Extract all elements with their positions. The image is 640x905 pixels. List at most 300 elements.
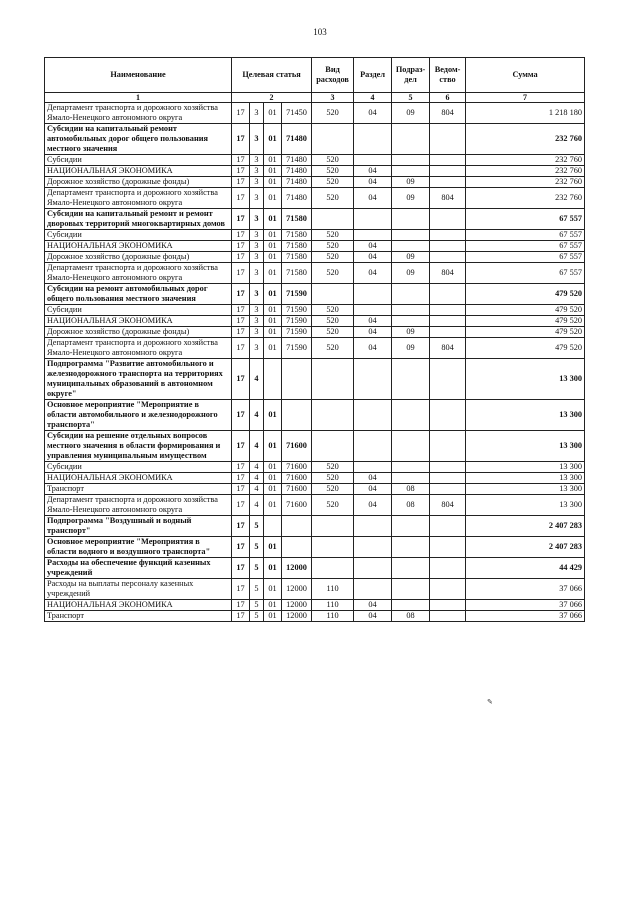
row-name-cell: НАЦИОНАЛЬНАЯ ЭКОНОМИКА bbox=[45, 241, 232, 252]
target-code-event bbox=[264, 359, 282, 400]
page-number: 103 bbox=[313, 27, 327, 37]
target-code-program: 17 bbox=[232, 495, 250, 516]
target-code-program: 17 bbox=[232, 241, 250, 252]
target-code-event: 01 bbox=[264, 327, 282, 338]
target-code-direction: 71600 bbox=[282, 495, 312, 516]
table-row bbox=[45, 431, 585, 462]
target-code-event: 01 bbox=[264, 462, 282, 473]
row-name-cell: НАЦИОНАЛЬНАЯ ЭКОНОМИКА bbox=[45, 166, 232, 177]
target-code-subprogram: 5 bbox=[250, 579, 264, 600]
amount-cell: 479 520 bbox=[466, 338, 585, 359]
amount-cell: 37 066 bbox=[466, 600, 585, 611]
target-code-program: 17 bbox=[232, 327, 250, 338]
target-code-event bbox=[264, 516, 282, 537]
target-code-program: 17 bbox=[232, 316, 250, 327]
department-cell bbox=[430, 305, 466, 316]
department-cell bbox=[430, 516, 466, 537]
target-code-event: 01 bbox=[264, 188, 282, 209]
target-code-event: 01 bbox=[264, 155, 282, 166]
table-row bbox=[45, 473, 585, 484]
department-cell bbox=[430, 558, 466, 579]
row-name-cell: Транспорт bbox=[45, 611, 232, 622]
expense-type-cell bbox=[312, 558, 354, 579]
subsection-cell bbox=[392, 462, 430, 473]
header-name: Наименование bbox=[45, 58, 232, 93]
table-row bbox=[45, 462, 585, 473]
amount-cell: 479 520 bbox=[466, 305, 585, 316]
section-cell bbox=[354, 431, 392, 462]
target-code-program: 17 bbox=[232, 600, 250, 611]
amount-cell: 13 300 bbox=[466, 462, 585, 473]
row-name-cell: Расходы на выплаты персоналу казенных учреждений bbox=[45, 579, 232, 600]
amount-cell: 13 300 bbox=[466, 359, 585, 400]
target-code-subprogram: 3 bbox=[250, 241, 264, 252]
target-code-event: 01 bbox=[264, 305, 282, 316]
col-number: 4 bbox=[354, 93, 392, 103]
target-code-program: 17 bbox=[232, 473, 250, 484]
header-vedomstvo: Ведом-ство bbox=[430, 58, 466, 93]
target-code-program: 17 bbox=[232, 516, 250, 537]
department-cell bbox=[430, 284, 466, 305]
section-cell bbox=[354, 579, 392, 600]
expense-type-cell: 520 bbox=[312, 177, 354, 188]
amount-cell: 232 760 bbox=[466, 177, 585, 188]
department-cell bbox=[430, 155, 466, 166]
table-row bbox=[45, 252, 585, 263]
subsection-cell bbox=[392, 400, 430, 431]
table-row bbox=[45, 124, 585, 155]
target-code-direction: 71580 bbox=[282, 263, 312, 284]
amount-cell: 2 407 283 bbox=[466, 537, 585, 558]
department-cell bbox=[430, 462, 466, 473]
target-code-subprogram: 3 bbox=[250, 305, 264, 316]
expense-type-cell: 110 bbox=[312, 600, 354, 611]
target-code-direction: 12000 bbox=[282, 558, 312, 579]
target-code-subprogram: 5 bbox=[250, 516, 264, 537]
table-row bbox=[45, 166, 585, 177]
table-row bbox=[45, 284, 585, 305]
row-name-cell: Субсидии bbox=[45, 230, 232, 241]
target-code-event: 01 bbox=[264, 230, 282, 241]
target-code-event: 01 bbox=[264, 166, 282, 177]
budget-table bbox=[44, 57, 585, 622]
subsection-cell bbox=[392, 431, 430, 462]
subsection-cell: 09 bbox=[392, 252, 430, 263]
target-code-event: 01 bbox=[264, 431, 282, 462]
section-cell bbox=[354, 400, 392, 431]
table-row bbox=[45, 495, 585, 516]
department-cell bbox=[430, 252, 466, 263]
subsection-cell: 08 bbox=[392, 495, 430, 516]
subsection-cell bbox=[392, 230, 430, 241]
target-code-program: 17 bbox=[232, 177, 250, 188]
amount-cell: 13 300 bbox=[466, 484, 585, 495]
row-name-cell: НАЦИОНАЛЬНАЯ ЭКОНОМИКА bbox=[45, 600, 232, 611]
target-code-program: 17 bbox=[232, 124, 250, 155]
target-code-subprogram: 3 bbox=[250, 263, 264, 284]
row-name-cell: Подпрограмма "Воздушный и водный транспорт" bbox=[45, 516, 232, 537]
target-code-event: 01 bbox=[264, 400, 282, 431]
expense-type-cell: 520 bbox=[312, 316, 354, 327]
subsection-cell bbox=[392, 305, 430, 316]
section-cell: 04 bbox=[354, 495, 392, 516]
expense-type-cell: 520 bbox=[312, 305, 354, 316]
target-code-direction: 71590 bbox=[282, 284, 312, 305]
department-cell bbox=[430, 241, 466, 252]
target-code-subprogram: 5 bbox=[250, 611, 264, 622]
target-code-event: 01 bbox=[264, 316, 282, 327]
section-cell bbox=[354, 516, 392, 537]
target-code-program: 17 bbox=[232, 188, 250, 209]
amount-cell: 1 218 180 bbox=[466, 103, 585, 124]
target-code-program: 17 bbox=[232, 284, 250, 305]
amount-cell: 37 066 bbox=[466, 611, 585, 622]
target-code-direction: 71580 bbox=[282, 230, 312, 241]
department-cell bbox=[430, 473, 466, 484]
expense-type-cell bbox=[312, 359, 354, 400]
target-code-program: 17 bbox=[232, 484, 250, 495]
target-code-event: 01 bbox=[264, 103, 282, 124]
table-row bbox=[45, 537, 585, 558]
section-cell: 04 bbox=[354, 263, 392, 284]
expense-type-cell: 520 bbox=[312, 338, 354, 359]
row-name-cell: Дорожное хозяйство (дорожные фонды) bbox=[45, 252, 232, 263]
amount-cell: 13 300 bbox=[466, 400, 585, 431]
target-code-direction: 71600 bbox=[282, 462, 312, 473]
row-name-cell: Субсидии на ремонт автомобильных дорог общего пользования местного значения bbox=[45, 284, 232, 305]
target-code-event: 01 bbox=[264, 263, 282, 284]
target-code-event: 01 bbox=[264, 600, 282, 611]
target-code-direction: 71480 bbox=[282, 188, 312, 209]
subsection-cell bbox=[392, 155, 430, 166]
expense-type-cell bbox=[312, 284, 354, 305]
expense-type-cell: 520 bbox=[312, 241, 354, 252]
expense-type-cell: 110 bbox=[312, 579, 354, 600]
target-code-program: 17 bbox=[232, 359, 250, 400]
col-number: 1 bbox=[45, 93, 232, 103]
table-row bbox=[45, 305, 585, 316]
subsection-cell bbox=[392, 537, 430, 558]
target-code-subprogram: 3 bbox=[250, 155, 264, 166]
target-code-direction: 71480 bbox=[282, 124, 312, 155]
target-code-direction: 71450 bbox=[282, 103, 312, 124]
expense-type-cell: 520 bbox=[312, 462, 354, 473]
department-cell: 804 bbox=[430, 103, 466, 124]
target-code-direction: 71600 bbox=[282, 484, 312, 495]
table-row bbox=[45, 484, 585, 495]
row-name-cell: Дорожное хозяйство (дорожные фонды) bbox=[45, 177, 232, 188]
section-cell bbox=[354, 305, 392, 316]
col-number: 6 bbox=[430, 93, 466, 103]
target-code-program: 17 bbox=[232, 462, 250, 473]
row-name-cell: Субсидии на капитальный ремонт автомобильных дорог общего пользования местного значения bbox=[45, 124, 232, 155]
department-cell bbox=[430, 537, 466, 558]
target-code-program: 17 bbox=[232, 431, 250, 462]
expense-type-cell: 520 bbox=[312, 155, 354, 166]
target-code-event: 01 bbox=[264, 473, 282, 484]
subsection-cell bbox=[392, 124, 430, 155]
row-name-cell: Департамент транспорта и дорожного хозяйства Ямало-Ненецкого автономного округа bbox=[45, 338, 232, 359]
subsection-cell: 09 bbox=[392, 103, 430, 124]
section-cell bbox=[354, 230, 392, 241]
target-code-direction: 71600 bbox=[282, 473, 312, 484]
section-cell: 04 bbox=[354, 473, 392, 484]
expense-type-cell: 520 bbox=[312, 484, 354, 495]
target-code-direction: 71580 bbox=[282, 241, 312, 252]
target-code-subprogram: 4 bbox=[250, 495, 264, 516]
amount-cell: 479 520 bbox=[466, 316, 585, 327]
target-code-subprogram: 4 bbox=[250, 431, 264, 462]
expense-type-cell: 520 bbox=[312, 495, 354, 516]
expense-type-cell: 520 bbox=[312, 166, 354, 177]
department-cell: 804 bbox=[430, 263, 466, 284]
subsection-cell bbox=[392, 166, 430, 177]
header-vid: Вид расходов bbox=[312, 58, 354, 93]
amount-cell: 13 300 bbox=[466, 473, 585, 484]
subsection-cell: 09 bbox=[392, 327, 430, 338]
target-code-subprogram: 3 bbox=[250, 252, 264, 263]
subsection-cell bbox=[392, 284, 430, 305]
col-number: 2 bbox=[232, 93, 312, 103]
amount-cell: 44 429 bbox=[466, 558, 585, 579]
target-code-direction: 71590 bbox=[282, 327, 312, 338]
amount-cell: 232 760 bbox=[466, 188, 585, 209]
header-razdel: Раздел bbox=[354, 58, 392, 93]
subsection-cell: 09 bbox=[392, 338, 430, 359]
row-name-cell: Дорожное хозяйство (дорожные фонды) bbox=[45, 327, 232, 338]
col-number: 7 bbox=[466, 93, 585, 103]
department-cell bbox=[430, 579, 466, 600]
target-code-program: 17 bbox=[232, 230, 250, 241]
target-code-direction: 71480 bbox=[282, 177, 312, 188]
target-code-subprogram: 4 bbox=[250, 484, 264, 495]
section-cell: 04 bbox=[354, 241, 392, 252]
subsection-cell bbox=[392, 600, 430, 611]
row-name-cell: Основное мероприятие "Мероприятия в области водного и воздушного транспорта" bbox=[45, 537, 232, 558]
section-cell: 04 bbox=[354, 166, 392, 177]
target-code-program: 17 bbox=[232, 155, 250, 166]
section-cell bbox=[354, 284, 392, 305]
target-code-direction: 71590 bbox=[282, 305, 312, 316]
section-cell: 04 bbox=[354, 188, 392, 209]
target-code-subprogram: 3 bbox=[250, 188, 264, 209]
table-row bbox=[45, 359, 585, 400]
table-row bbox=[45, 177, 585, 188]
target-code-subprogram: 3 bbox=[250, 209, 264, 230]
section-cell: 04 bbox=[354, 103, 392, 124]
target-code-subprogram: 4 bbox=[250, 359, 264, 400]
target-code-event: 01 bbox=[264, 338, 282, 359]
section-cell bbox=[354, 537, 392, 558]
target-code-direction: 12000 bbox=[282, 611, 312, 622]
target-code-event: 01 bbox=[264, 611, 282, 622]
target-code-program: 17 bbox=[232, 103, 250, 124]
subsection-cell: 09 bbox=[392, 188, 430, 209]
expense-type-cell bbox=[312, 537, 354, 558]
expense-type-cell: 520 bbox=[312, 103, 354, 124]
table-row bbox=[45, 188, 585, 209]
col-number: 3 bbox=[312, 93, 354, 103]
target-code-direction: 71580 bbox=[282, 252, 312, 263]
expense-type-cell bbox=[312, 124, 354, 155]
table-row bbox=[45, 209, 585, 230]
target-code-program: 17 bbox=[232, 338, 250, 359]
department-cell bbox=[430, 431, 466, 462]
department-cell bbox=[430, 177, 466, 188]
target-code-subprogram: 3 bbox=[250, 124, 264, 155]
target-code-subprogram: 5 bbox=[250, 600, 264, 611]
section-cell: 04 bbox=[354, 611, 392, 622]
section-cell bbox=[354, 155, 392, 166]
target-code-event: 01 bbox=[264, 124, 282, 155]
target-code-event: 01 bbox=[264, 252, 282, 263]
target-code-subprogram: 3 bbox=[250, 284, 264, 305]
subsection-cell: 08 bbox=[392, 484, 430, 495]
amount-cell: 37 066 bbox=[466, 579, 585, 600]
section-cell: 04 bbox=[354, 316, 392, 327]
target-code-subprogram: 3 bbox=[250, 316, 264, 327]
row-name-cell: НАЦИОНАЛЬНАЯ ЭКОНОМИКА bbox=[45, 316, 232, 327]
amount-cell: 2 407 283 bbox=[466, 516, 585, 537]
subsection-cell bbox=[392, 516, 430, 537]
table-header-row bbox=[45, 58, 585, 93]
row-name-cell: Расходы на обеспечение функций казенных учреждений bbox=[45, 558, 232, 579]
table-row bbox=[45, 316, 585, 327]
expense-type-cell bbox=[312, 431, 354, 462]
department-cell bbox=[430, 359, 466, 400]
amount-cell: 67 557 bbox=[466, 209, 585, 230]
col-number: 5 bbox=[392, 93, 430, 103]
subsection-cell bbox=[392, 241, 430, 252]
row-name-cell: Транспорт bbox=[45, 484, 232, 495]
target-code-direction: 71590 bbox=[282, 316, 312, 327]
section-cell bbox=[354, 558, 392, 579]
target-code-direction: 71590 bbox=[282, 338, 312, 359]
target-code-program: 17 bbox=[232, 558, 250, 579]
row-name-cell: Департамент транспорта и дорожного хозяйства Ямало-Ненецкого автономного округа bbox=[45, 263, 232, 284]
target-code-program: 17 bbox=[232, 166, 250, 177]
target-code-subprogram: 5 bbox=[250, 537, 264, 558]
subsection-cell bbox=[392, 209, 430, 230]
amount-cell: 479 520 bbox=[466, 284, 585, 305]
target-code-direction: 71600 bbox=[282, 431, 312, 462]
target-code-direction: 71580 bbox=[282, 209, 312, 230]
expense-type-cell: 520 bbox=[312, 327, 354, 338]
expense-type-cell: 520 bbox=[312, 230, 354, 241]
table-row bbox=[45, 611, 585, 622]
row-name-cell: Подпрограмма "Развитие автомобильного и железнодорожного транспорта на территориях муниципальных образований в автономном округе" bbox=[45, 359, 232, 400]
header-podrazdel: Подраз-дел bbox=[392, 58, 430, 93]
target-code-subprogram: 3 bbox=[250, 230, 264, 241]
section-cell: 04 bbox=[354, 177, 392, 188]
department-cell bbox=[430, 124, 466, 155]
amount-cell: 232 760 bbox=[466, 166, 585, 177]
target-code-direction bbox=[282, 400, 312, 431]
section-cell bbox=[354, 462, 392, 473]
amount-cell: 67 557 bbox=[466, 230, 585, 241]
target-code-event: 01 bbox=[264, 241, 282, 252]
expense-type-cell bbox=[312, 209, 354, 230]
header-target: Целевая статья bbox=[232, 58, 312, 93]
table-row bbox=[45, 600, 585, 611]
subsection-cell bbox=[392, 558, 430, 579]
target-code-subprogram: 4 bbox=[250, 473, 264, 484]
section-cell bbox=[354, 209, 392, 230]
row-name-cell: Департамент транспорта и дорожного хозяйства Ямало-Ненецкого автономного округа bbox=[45, 495, 232, 516]
row-name-cell: Департамент транспорта и дорожного хозяйства Ямало-Ненецкого автономного округа bbox=[45, 188, 232, 209]
column-number-row bbox=[45, 93, 585, 103]
table-row bbox=[45, 103, 585, 124]
target-code-program: 17 bbox=[232, 579, 250, 600]
target-code-program: 17 bbox=[232, 263, 250, 284]
table-row bbox=[45, 155, 585, 166]
target-code-subprogram: 3 bbox=[250, 327, 264, 338]
table-row bbox=[45, 338, 585, 359]
target-code-event: 01 bbox=[264, 284, 282, 305]
department-cell bbox=[430, 600, 466, 611]
department-cell bbox=[430, 484, 466, 495]
target-code-subprogram: 3 bbox=[250, 177, 264, 188]
row-name-cell: Субсидии на капитальный ремонт и ремонт дворовых территорий многоквартирных домов bbox=[45, 209, 232, 230]
expense-type-cell: 520 bbox=[312, 263, 354, 284]
table-row bbox=[45, 579, 585, 600]
department-cell bbox=[430, 316, 466, 327]
expense-type-cell: 110 bbox=[312, 611, 354, 622]
row-name-cell: Основное мероприятие "Мероприятие в области автомобильного и железнодорожного транспорта" bbox=[45, 400, 232, 431]
target-code-program: 17 bbox=[232, 611, 250, 622]
header-summa: Сумма bbox=[466, 58, 585, 93]
section-cell: 04 bbox=[354, 327, 392, 338]
section-cell: 04 bbox=[354, 252, 392, 263]
department-cell bbox=[430, 166, 466, 177]
amount-cell: 67 557 bbox=[466, 263, 585, 284]
subsection-cell bbox=[392, 579, 430, 600]
section-cell: 04 bbox=[354, 600, 392, 611]
department-cell bbox=[430, 400, 466, 431]
target-code-event: 01 bbox=[264, 579, 282, 600]
target-code-program: 17 bbox=[232, 252, 250, 263]
amount-cell: 13 300 bbox=[466, 431, 585, 462]
target-code-event: 01 bbox=[264, 537, 282, 558]
department-cell bbox=[430, 209, 466, 230]
target-code-event: 01 bbox=[264, 495, 282, 516]
section-cell bbox=[354, 124, 392, 155]
target-code-program: 17 bbox=[232, 305, 250, 316]
amount-cell: 479 520 bbox=[466, 327, 585, 338]
row-name-cell: Субсидии bbox=[45, 462, 232, 473]
target-code-program: 17 bbox=[232, 537, 250, 558]
table-row bbox=[45, 400, 585, 431]
expense-type-cell: 520 bbox=[312, 188, 354, 209]
subsection-cell bbox=[392, 316, 430, 327]
target-code-subprogram: 4 bbox=[250, 462, 264, 473]
subsection-cell: 08 bbox=[392, 611, 430, 622]
target-code-event: 01 bbox=[264, 484, 282, 495]
amount-cell: 67 557 bbox=[466, 241, 585, 252]
amount-cell: 232 760 bbox=[466, 124, 585, 155]
table-row bbox=[45, 558, 585, 579]
target-code-program: 17 bbox=[232, 400, 250, 431]
target-code-subprogram: 4 bbox=[250, 400, 264, 431]
row-name-cell: Субсидии bbox=[45, 305, 232, 316]
expense-type-cell: 520 bbox=[312, 252, 354, 263]
section-cell: 04 bbox=[354, 484, 392, 495]
amount-cell: 232 760 bbox=[466, 155, 585, 166]
target-code-direction bbox=[282, 359, 312, 400]
target-code-direction: 71480 bbox=[282, 166, 312, 177]
department-cell: 804 bbox=[430, 495, 466, 516]
target-code-direction: 71480 bbox=[282, 155, 312, 166]
